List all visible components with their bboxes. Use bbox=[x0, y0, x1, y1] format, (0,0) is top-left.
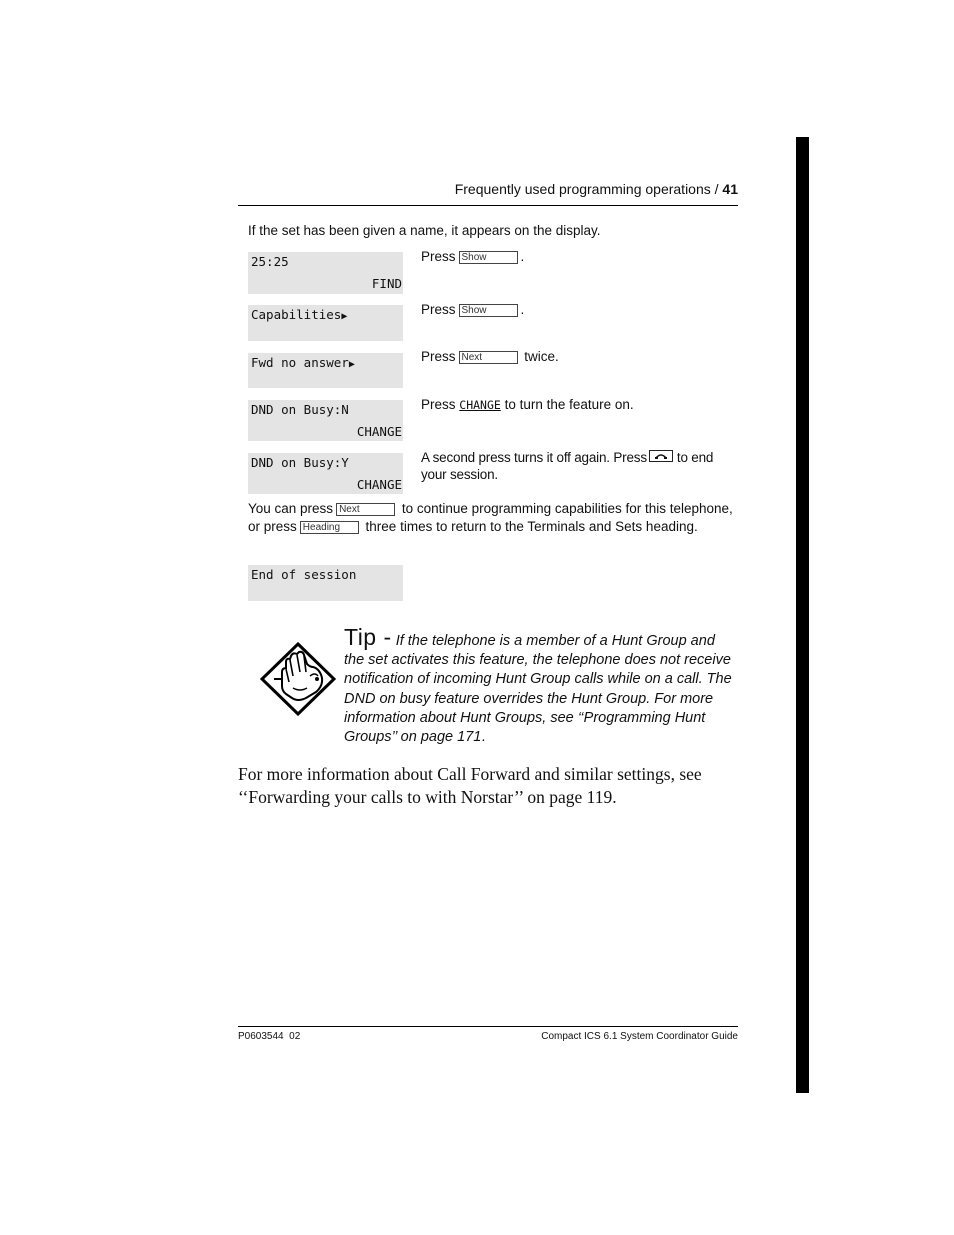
lcd-display bbox=[248, 353, 403, 388]
next-key[interactable]: Next bbox=[459, 351, 518, 364]
footer-rule bbox=[238, 1026, 738, 1027]
tip-label: Tip - bbox=[344, 624, 392, 650]
release-key-icon[interactable] bbox=[649, 450, 673, 462]
lcd-line-1: DND on Busy:N bbox=[251, 402, 349, 417]
show-key[interactable]: Show bbox=[459, 251, 518, 264]
header-title: Frequently used programming operations / bbox=[454, 181, 719, 197]
lcd-line-1: Capabilities▶ bbox=[251, 307, 348, 322]
lcd-line-1: End of session bbox=[251, 567, 357, 582]
lcd-line-1: DND on Busy:Y bbox=[251, 455, 349, 470]
tip-text: If the telephone is a member of a Hunt Group and the set activates this feature, the telephone does not receive notification of incoming Hunt Group calls while on a call. The DND on busy feature overrides the Hunt Group. For more information about Hunt Groups, see ‘‘Programming Hunt Groups’’ on page 171 bbox=[344, 633, 732, 746]
instruction-text: to turn the feature on. bbox=[504, 397, 634, 412]
side-thumb-tab bbox=[796, 137, 809, 1093]
lcd-line-2: FIND bbox=[371, 276, 402, 291]
page-number: 41 bbox=[722, 181, 738, 197]
lcd-line-1: Fwd no answer▶ bbox=[251, 355, 355, 370]
step-instruction bbox=[421, 301, 737, 318]
instruction-text: Press bbox=[421, 302, 456, 317]
lcd-display bbox=[248, 400, 403, 441]
instruction-text: Press bbox=[421, 397, 456, 412]
lcd-display bbox=[248, 305, 403, 341]
lcd-line-1: 25:25 bbox=[251, 254, 289, 269]
document-number: P0603544 02 bbox=[238, 1031, 301, 1042]
instruction-text: A second press turns it off again. Press bbox=[421, 450, 647, 465]
instruction-text: Press bbox=[421, 249, 456, 264]
tip-note: Tip - If the telephone is a member of a Hunt Group and the set activates this feature, the telephone does not receive notification of incoming Hunt Group calls while on a call. The DND on busy feature overrides the Hunt Group. For more information about Hunt Groups, see ‘‘Programming Hunt Groups’’ on page 171. bbox=[344, 624, 732, 746]
instruction-text: . bbox=[520, 249, 525, 264]
lcd-display bbox=[248, 565, 403, 601]
guide-title: Compact ICS 6.1 System Coordinator Guide bbox=[541, 1031, 738, 1042]
next-key[interactable]: Next bbox=[336, 503, 395, 516]
right-triangle-icon: ▶ bbox=[348, 359, 355, 370]
heading-key[interactable]: Heading bbox=[300, 521, 359, 534]
lcd-line-2: CHANGE bbox=[356, 477, 402, 492]
intro-text: If the set has been given a name, it appears on the display. bbox=[248, 223, 601, 238]
lcd-display bbox=[248, 252, 403, 294]
more-info-paragraph: For more information about Call Forward and similar settings, see ‘‘Forwarding your calls to with Norstar’’ on page 119. bbox=[238, 764, 702, 807]
show-key[interactable]: Show bbox=[459, 304, 518, 317]
pointing-hand-icon bbox=[260, 642, 336, 716]
step-instruction bbox=[421, 449, 737, 483]
lcd-line-2: CHANGE bbox=[356, 424, 402, 439]
right-triangle-icon: ▶ bbox=[341, 311, 348, 322]
running-header bbox=[455, 181, 738, 197]
instruction-text: twice. bbox=[524, 349, 559, 364]
step-instruction bbox=[421, 348, 737, 365]
instruction-text: to end your session. bbox=[421, 450, 714, 482]
instruction-text: Press bbox=[421, 349, 456, 364]
step-instruction bbox=[421, 396, 737, 414]
continue-paragraph: You can press Next to continue programming capabilities for this telephone, or press Heading three times to return to the Terminals and Sets heading. bbox=[248, 501, 733, 534]
lcd-display bbox=[248, 453, 403, 494]
header-rule bbox=[238, 205, 738, 206]
step-instruction bbox=[421, 248, 737, 265]
instruction-text: . bbox=[520, 302, 525, 317]
change-softkey[interactable]: CHANGE bbox=[459, 398, 501, 412]
